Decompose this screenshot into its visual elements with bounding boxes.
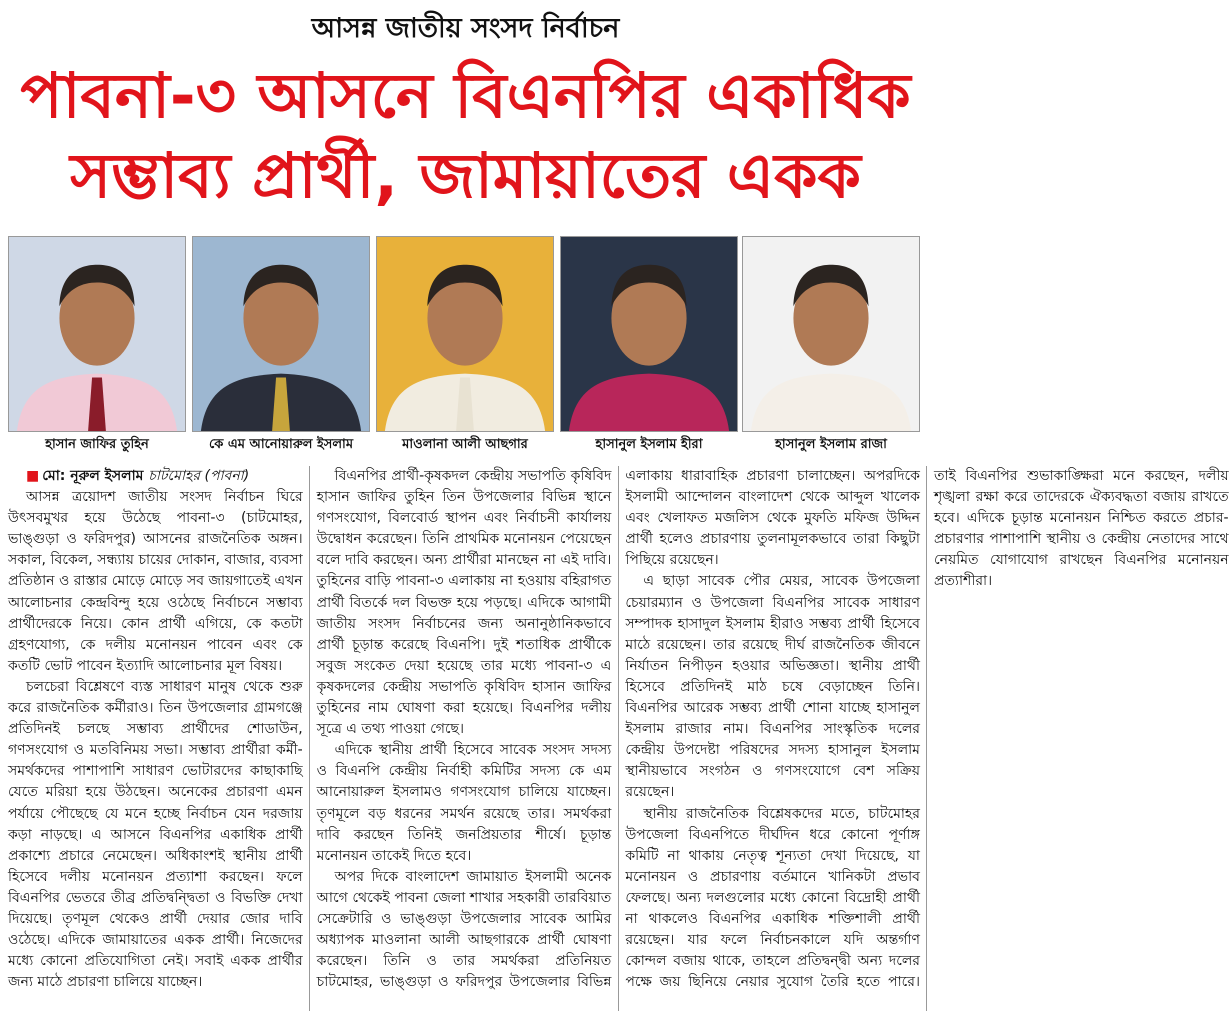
candidate-photo-1 — [8, 236, 186, 458]
portrait-image — [377, 237, 553, 431]
headline-line-2: সম্ভাব্য প্রার্থী, জামায়াতের একক — [70, 139, 861, 212]
portrait-frame — [376, 236, 554, 432]
byline-author: মো: নূরুল ইসলাম — [42, 468, 144, 484]
photo-caption: হাসানুল ইসলাম রাজা — [775, 437, 887, 452]
article-paragraph: স্থানীয় রাজনৈতিক বিশ্লেষকদের মতে, চাটমোহর উপজেলা বিএনপিতে দীর্ঘদিন ধরে কোনো পূর্ণাঙ্গ কমিটি না থাকায় নেতৃত্ব শূন্যতা দেখা দিয়েছে, যা মনোনয়ন ও প্রচারণায় বর্তমানে খানিকটা প্রভাব ফেলছে। অন্য দলগুলোর মধ্যে কোনো বিদ্রোহী প্রার্থী না থাকলেও বিএনপির একাধিক শক্তিশালী প্রার্থী রয়েছেন। যার ফলে নির্বাচনকালে যদি অন্তর্গাণ কোন্দল বজায় থাকে, তাহলে প্রতিদ্বন্দ্বী অন্য দলের পক্ষে জয় ছিনিয়ে নেয়ার সুযোগ তৈরি হতে পারে। তাই বিএনপির শুভাকাঙ্ক্ষিরা মনে করছেন, দলীয় শৃঙ্খলা রক্ষা করে তাদেরকে ঐক্যবদ্ধতা বজায় রাখতে হবে। এদিকে চূড়ান্ত মনোনয়ন নিশ্চিত করতে প্রচার-প্রচারণার পাশাপাশি স্থানীয় ও কেন্দ্রীয় নেতাদের সাথে নেয়মিত যোগাযোগ রাখছেন বিএনপির মনোনয়ন প্রত্যাশীরা। — [625, 468, 1229, 991]
article-paragraph: অপর দিকে বাংলাদেশ জামায়াত ইসলামী অনেক আগে থেকেই পাবনা জেলা শাখার সহকারী তারবিয়াত সেক্রেটারি ও ভাঙ্গুড়া উপজেলার সাবেক আমির অধ্যাপক মাওলানা আলী আছগারকে প্রার্থী ঘোষণা করেছেন। তিনি ও তার সমর্থকরা প্রতিনিয়ত চাটমোহর, ভাঙ্গুড়া ও ফরিদপুর উপজেলার বিভিন্ন এলাকায় ধারাবাহিক প্রচারণা চালাচ্ছেন। অপরদিকে ইসলামী আন্দোলন বাংলাদেশ থেকে আব্দুল খালেক এবং খেলাফত মজলিস থেকে মুফতি মফিজ উদ্দিন প্রার্থী হলেও প্রচারণায় তুলনামূলকভাবে তারা কিছুটা পিছিয়ে রয়েছেন। — [316, 468, 920, 991]
portrait-image — [193, 237, 369, 431]
article-paragraph: বিএনপির প্রার্থী-কৃষকদল কেন্দ্রীয় সভাপতি কৃষিবিদ হাসান জাফির তুহিন তিন উপজেলার বিভিন্ন স্থানে গণসংযোগ, বিলবোর্ড স্থাপন এবং নির্বাচনী কার্যালয় উদ্বোধন করেছেন। তিনি প্রাথমিক মনোনয়ন পেয়েছেন বলে দাবি করছেন। অন্য প্রার্থীরা মানছেন না এই দাবি। তুহিনের বাড়ি পাবনা-৩ এলাকায় না হওয়ায় বহিরাগত প্রার্থী বিতর্কে দল বিভক্ত হয়ে পড়ছে। এদিকে আগামী জাতীয় সংসদ নির্বাচনের জন্য অনানুষ্ঠানিকভাবে প্রার্থী চূড়ান্ত করেছে বিএনপি। দুই শতাধিক প্রার্থীকে সবুজ সংকেত দেয়া হয়েছে তার মধ্যে পাবনা-৩ এ কৃষকদলের কেন্দ্রীয় সভাপতি কৃষিবিদ হাসান জাফির তুহিনের নাম ঘোষণা করা হয়েছে। বিএনপির দলীয় সূত্রে এ তথ্য পাওয়া গেছে। — [316, 468, 612, 738]
article-paragraph: আসন্ন ত্রয়োদশ জাতীয় সংসদ নির্বাচন ঘিরে উৎসবমুখর হয়ে উঠেছে পাবনা-৩ (চাটমোহর, ভাঙ্গুড়া ও ফরিদপুর) আসনের রাজনৈতিক অঙ্গন। সকাল, বিকেল, সন্ধ্যায় চায়ের দোকান, বাজার, ব্যবসা প্রতিষ্ঠান ও রাস্তার মোড়ে মোড়ে সব জায়গাতেই এখন আলোচনার কেন্দ্রবিন্দু হয়ে ওঠেছে নির্বাচনে সম্ভাব্য প্রার্থীদেরকে নিয়ে। কোন প্রার্থী এগিয়ে, কে কতটা গ্রহণযোগ্য, কে দলীয় মনোনয়ন পাবেন এবং কে কতটি ভোট পাবেন ইত্যাদি আলোচনার মূল বিষয়। — [8, 489, 303, 674]
portrait-image — [9, 237, 185, 431]
portrait-frame — [192, 236, 370, 432]
bullet-icon: ■ — [26, 468, 40, 484]
candidate-photo-4 — [560, 236, 738, 458]
photo-caption: হাসান জাফির তুহিন — [45, 437, 149, 452]
article-paragraph: এদিকে স্থানীয় প্রার্থী হিসেবে সাবেক সংসদ সদস্য ও বিএনপি কেন্দ্রীয় নির্বাহী কমিটির সদস্য কে এম আনোয়ারুল ইসলামও গণসংযোগ চালিয়ে যাচ্ছেন। তৃণমূলে বড় ধরনের সমর্থন রয়েছে তার। সমর্থকরা দাবি করছেন তিনিই জনপ্রিয়তার শীর্ষে। চূড়ান্ত মনোনয়ন তাকেই দিতে হবে। — [316, 742, 612, 864]
candidate-photos — [8, 236, 920, 462]
article-paragraph: এ ছাড়া সাবেক পৌর মেয়র, সাবেক উপজেলা চেয়ারম্যান ও উপজেলা বিএনপির সাবেক সাধারণ সম্পাদক হাসাদুল ইসলাম হীরাও সম্ভব্য প্রার্থী হিসেবে মাঠে রয়েছেন। তার রয়েছে দীর্ঘ রাজনৈতিক জীবনে নির্যাতন নিপীড়ন হওয়ার অভিজ্ঞতা। স্থানীয় প্রার্থী হিসেবে প্রতিদিনই মাঠ চষে বেড়াচ্ছেন তিনি। বিএনপির আরেক সম্ভব্য প্রার্থী শোনা যাচ্ছে হাসানুল ইসলাম রাজার নাম। বিএনপির সাংস্কৃতিক দলের কেন্দ্রীয় উপদেষ্টা পরিষদের সদস্য হাসানুল ইসলাম স্থানীয়ভাবে সংগঠন ও গণসংযোগে বেশ সক্রিয় রয়েছেন। — [625, 573, 920, 801]
kicker: আসন্ন জাতীয় সংসদ নির্বাচন — [311, 13, 620, 44]
byline — [8, 466, 303, 487]
candidate-photo-3 — [376, 236, 554, 458]
headline — [0, 56, 931, 216]
article-paragraph: চলচেরা বিশ্লেষণে ব্যস্ত সাধারণ মানুষ থেকে শুরু করে রাজনৈতিক কর্মীরাও। তিন উপজেলার গ্রামগঞ্জে প্রতিদিনই চলছে সম্ভাব্য প্রার্থীদের শোডাউন, গণসংযোগ ও মতবিনিময় সভা। সম্ভাব্য প্রার্থীরা কর্মী-সমর্থকদের পাশাপাশি সাধারণ ভোটারদের কাছাকাছি যেতে মরিয়া হয়ে উঠছেন। অনেকের প্রচারণা এমন পর্যায়ে পৌছেছে যে মনে হচ্ছে নির্বাচন যেন দরজায় কড়া নাড়ছে। এ আসনে বিএনপির একাধিক প্রার্থী প্রকাশ্যে প্রচারে নেমেছেন। অধিকাংশই স্থানীয় প্রার্থী হিসেবে দলীয় মনোনয়ন প্রত্যাশা করছেন। ফলে বিএনপির ভেতরে তীব্র প্রতিদ্বন্দ্বিতা ও বিভক্তি দেখা দিয়েছে। তৃণমূল থেকেও প্রার্থী দেয়ার জোর দাবি ওঠেছে। এদিকে জামায়াতের একক প্রার্থী। নিজেদের মধ্যে কোনো প্রতিযোগিতা নেই। সবাই একক প্রার্থীর জন্য মাঠে প্রচারণা চালিয়ে যাচ্ছেন। — [8, 678, 303, 991]
photo-caption: কে এম আনোয়ারুল ইসলাম — [208, 437, 354, 452]
byline-location: চাটমোহর (পাবনা) — [148, 468, 250, 484]
candidate-photo-2 — [192, 236, 370, 458]
candidate-photo-5 — [742, 236, 920, 458]
portrait-image — [743, 237, 919, 431]
headline-line-1: পাবনা-৩ আসনে বিএনপির একাধিক — [20, 59, 911, 132]
portrait-frame — [8, 236, 186, 432]
photo-caption: হাসানুল ইসলাম হীরা — [595, 437, 703, 452]
portrait-frame — [560, 236, 738, 432]
portrait-frame — [742, 236, 920, 432]
article-body — [8, 466, 1229, 1011]
photo-caption: মাওলানা আলী আছগার — [402, 437, 528, 452]
portrait-image — [561, 237, 737, 431]
